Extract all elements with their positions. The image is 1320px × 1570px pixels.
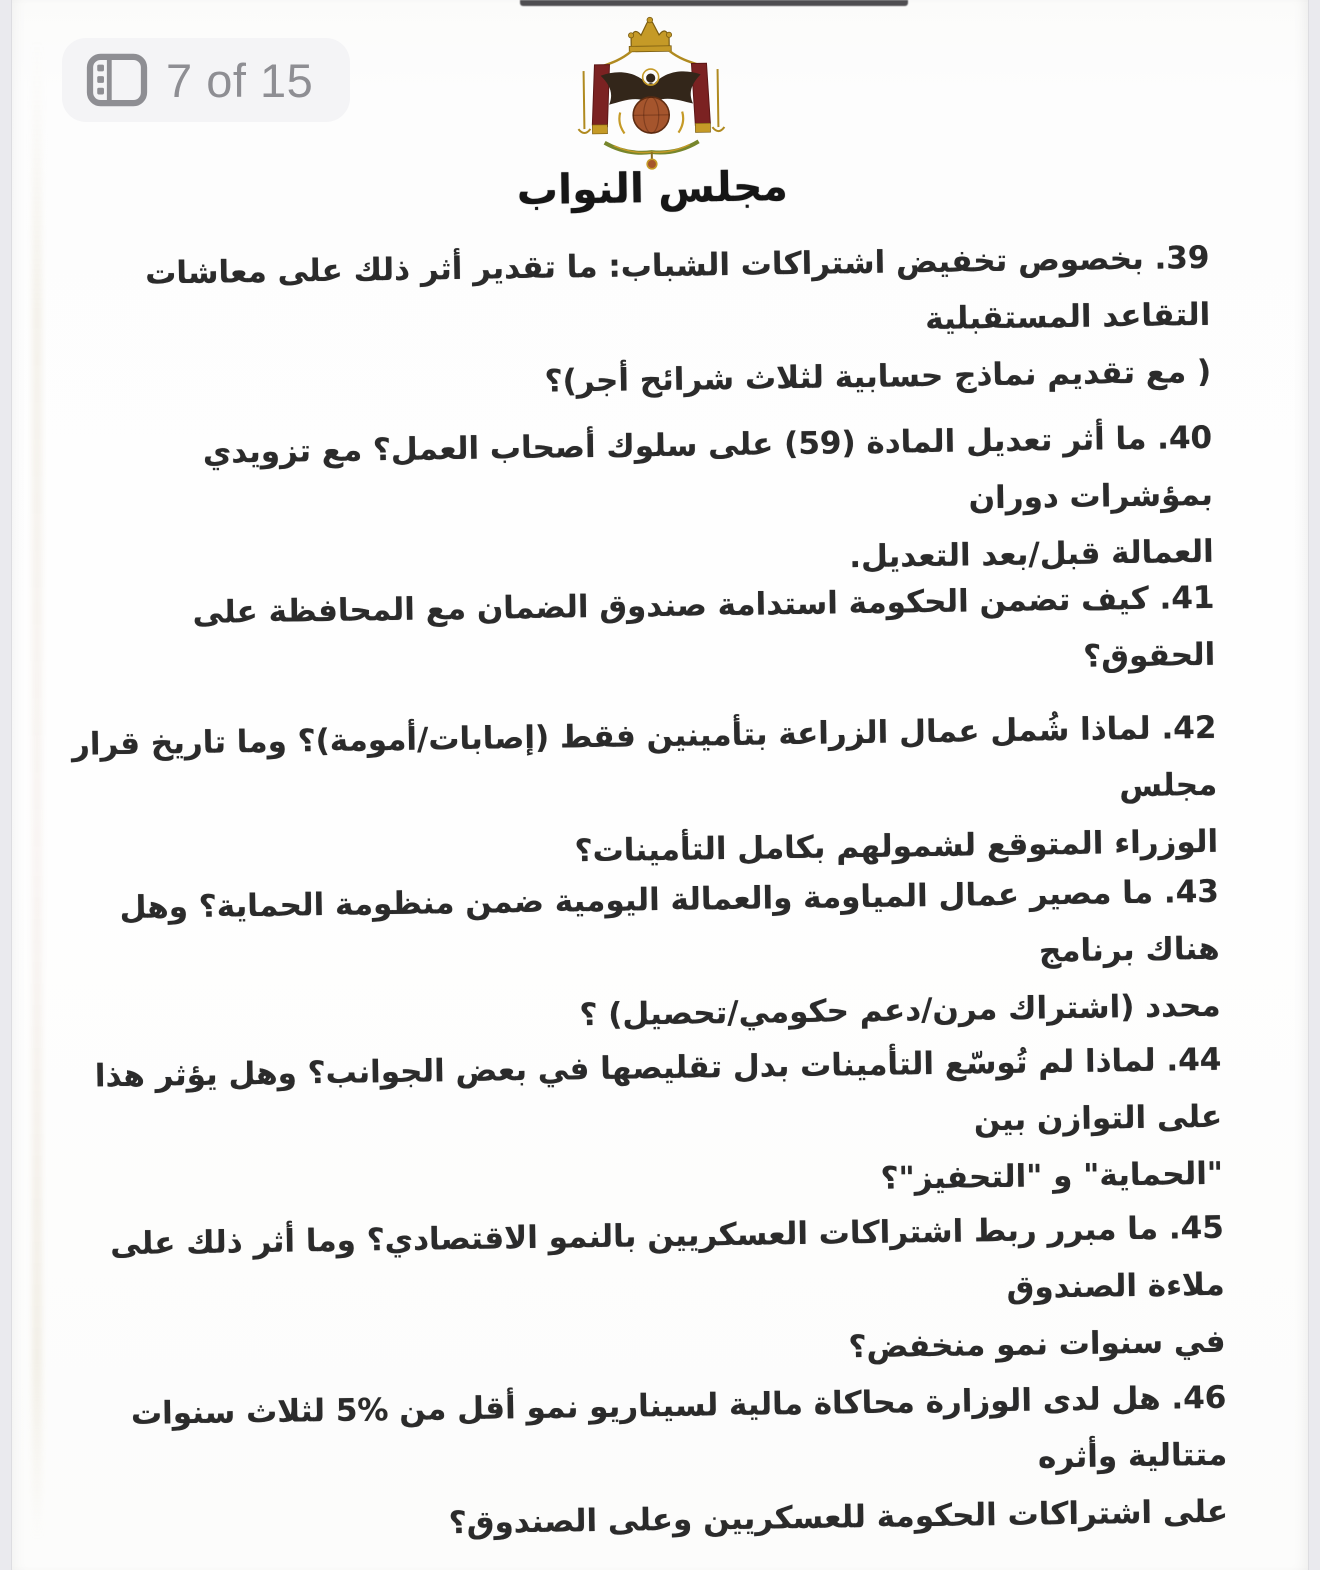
viewer-right-gutter: [1308, 0, 1320, 1570]
question-41: 41. كيف تضمن الحكومة استدامة صندوق الضمان مع المحافظة على الحقوق؟: [192, 579, 1216, 675]
scanned-content: [12, 0, 1308, 1570]
viewer-left-gutter: [0, 0, 12, 1570]
question-43: 43. ما مصير عمال المياومة والعمالة اليومية ضمن منظومة الحماية؟ وهل هناك برنامج محدد (اشتراك مرن/دعم حكومي/تحصيل) ؟: [119, 873, 1221, 1034]
question-42: 42. لماذا شُمل عمال الزراعة بتأمينين فقط (إصابات/أمومة)؟ وما تاريخ قرار مجلس الوزراء المتوقع لشمولهم بكامل التأمينات؟: [71, 709, 1219, 870]
question-44: 44. لماذا لم تُوسّع التأمينات بدل تقليصها في بعض الجوانب؟ وهل يؤثر هذا على التوازن بين "الحماية" و "التحفيز"؟: [94, 1041, 1224, 1197]
question-40: 40. ما أثر تعديل المادة (59) على سلوك أصحاب العمل؟ مع تزويدي بمؤشرات دوران العمالة قبل/بعد التعديل.: [202, 419, 1215, 576]
question-39: 39. بخصوص تخفيض اشتراكات الشباب: ما تقدير أثر ذلك على معاشات التقاعد المستقبلية ( مع تقديم نماذج حسابية لثلاث شرائح أجر)؟: [144, 239, 1212, 400]
question-46: 46. هل لدى الوزارة محاكاة مالية لسيناريو نمو أقل من %5 لثلاث سنوات متتالية وأثره على اشتراكات الحكومة للعسكريين وعلى الصندوق؟: [130, 1379, 1229, 1542]
page-indicator-badge[interactable]: [62, 38, 350, 122]
jordan-royal-crest-icon: [562, 13, 740, 174]
document-page: [12, 0, 1308, 1570]
org-title: مجلس النواب: [516, 162, 789, 215]
sidebar-icon: [86, 53, 148, 107]
question-45: 45. ما مبرر ربط اشتراكات العسكريين بالنمو الاقتصادي؟ وما أثر ذلك على ملاءة الصندوق في سنوات نمو منخفض؟: [110, 1209, 1226, 1366]
page-indicator-label: 7 of 15: [166, 53, 314, 107]
